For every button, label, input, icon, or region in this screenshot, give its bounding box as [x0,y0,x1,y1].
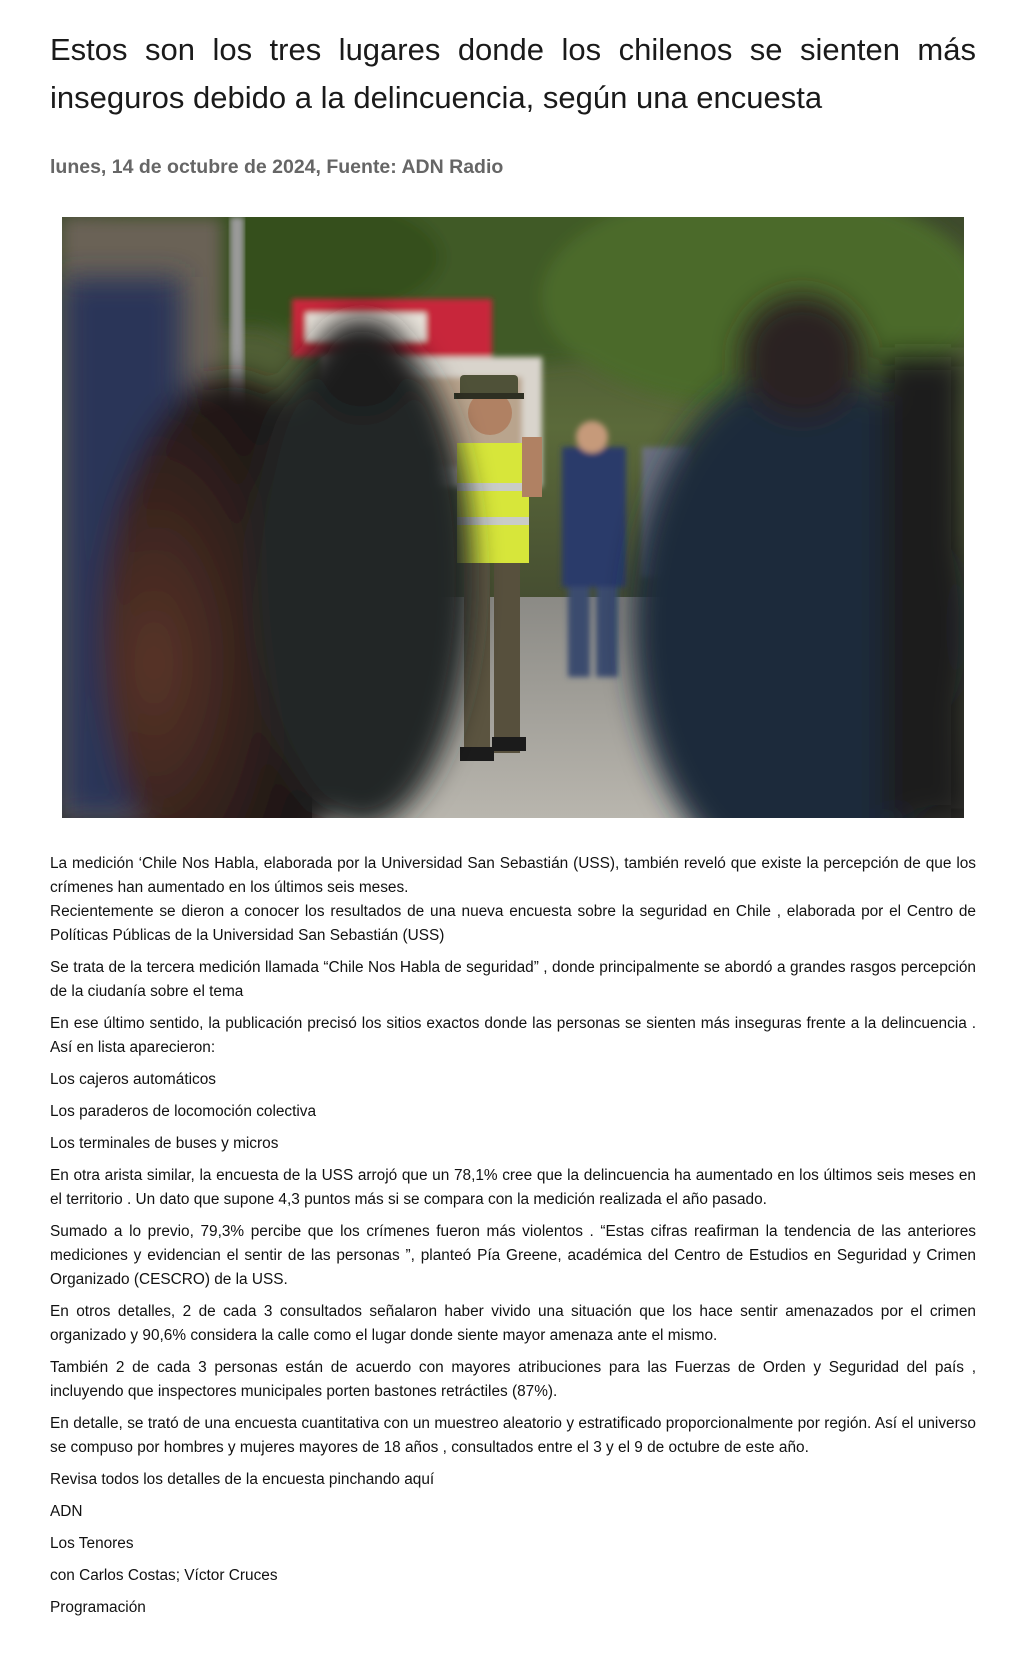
street-police-photo-icon [62,217,964,818]
paragraph: Se trata de la tercera medición llamada “Chile Nos Habla de seguridad” , donde principalmente se abordó a grandes rasgos percepción de la ciudanía sobre el tema [50,959,976,1000]
article [50,26,976,1628]
footer-text: ADN [50,1503,83,1520]
paragraph: Recientemente se dieron a conocer los resultados de una nueva encuesta sobre la seguridad en Chile , elaborada por el Centro de Políticas Públicas de la Universidad San Sebastián (USS) [50,903,976,944]
paragraph: Sumado a lo previo, 79,3% percibe que los crímenes fueron más violentos . “Estas cifras reafirman la tendencia de las anteriores mediciones y evidencian el sentir de las personas ”, planteó Pía Greene, académica del Centro de Estudios en Seguridad y Crimen Organizado (CESCRO) de la USS. [50,1223,976,1288]
article-photo [62,217,964,818]
article-body [50,852,976,1620]
footer-text: con Carlos Costas; Víctor Cruces [50,1567,278,1584]
paragraph: En otros detalles, 2 de cada 3 consultados señalaron haber vivido una situación que los hace sentir amenazados por el crimen organizado y 90,6% considera la calle como el lugar donde siente mayor amenaza ante el mismo. [50,1303,976,1344]
paragraph: En ese último sentido, la publicación precisó los sitios exactos donde las personas se sienten más inseguras frente a la delincuencia . Así en lista aparecieron: [50,1015,976,1056]
article-title: Estos son los tres lugares donde los chilenos se sienten más inseguros debido a la delincuencia, según una encuesta [50,32,976,115]
list-item: Los terminales de buses y micros [50,1135,279,1152]
footer-text: Programación [50,1599,146,1616]
list-item: Los cajeros automáticos [50,1071,216,1088]
list-item: Los paraderos de locomoción colectiva [50,1103,317,1120]
paragraph: La medición ‘Chile Nos Habla, elaborada por la Universidad San Sebastián (USS), también reveló que existe la percepción de que los crímenes han aumentado en los últimos seis meses. [50,855,976,896]
paragraph: En detalle, se trató de una encuesta cuantitativa con un muestreo aleatorio y estratificado proporcionalmente por región. Así el universo se compuso por hombres y mujeres mayores de 18 años , consultados entre el 3 y el 9 de octubre de este año. [50,1415,976,1456]
paragraph: También 2 de cada 3 personas están de acuerdo con mayores atribuciones para las Fuerzas de Orden y Seguridad del país , incluyendo que inspectores municipales porten bastones retráctiles (87%). [50,1359,976,1400]
article-byline: lunes, 14 de octubre de 2024, Fuente: ADN Radio [50,156,504,178]
footer-text: Los Tenores [50,1535,134,1552]
details-link-text[interactable]: Revisa todos los detalles de la encuesta pinchando aquí [50,1471,435,1488]
paragraph: En otra arista similar, la encuesta de la USS arrojó que un 78,1% cree que la delincuencia ha aumentado en los últimos seis meses en el territorio . Un dato que supone 4,3 puntos más si se compara con la medición realizada el año pasado. [50,1167,976,1208]
